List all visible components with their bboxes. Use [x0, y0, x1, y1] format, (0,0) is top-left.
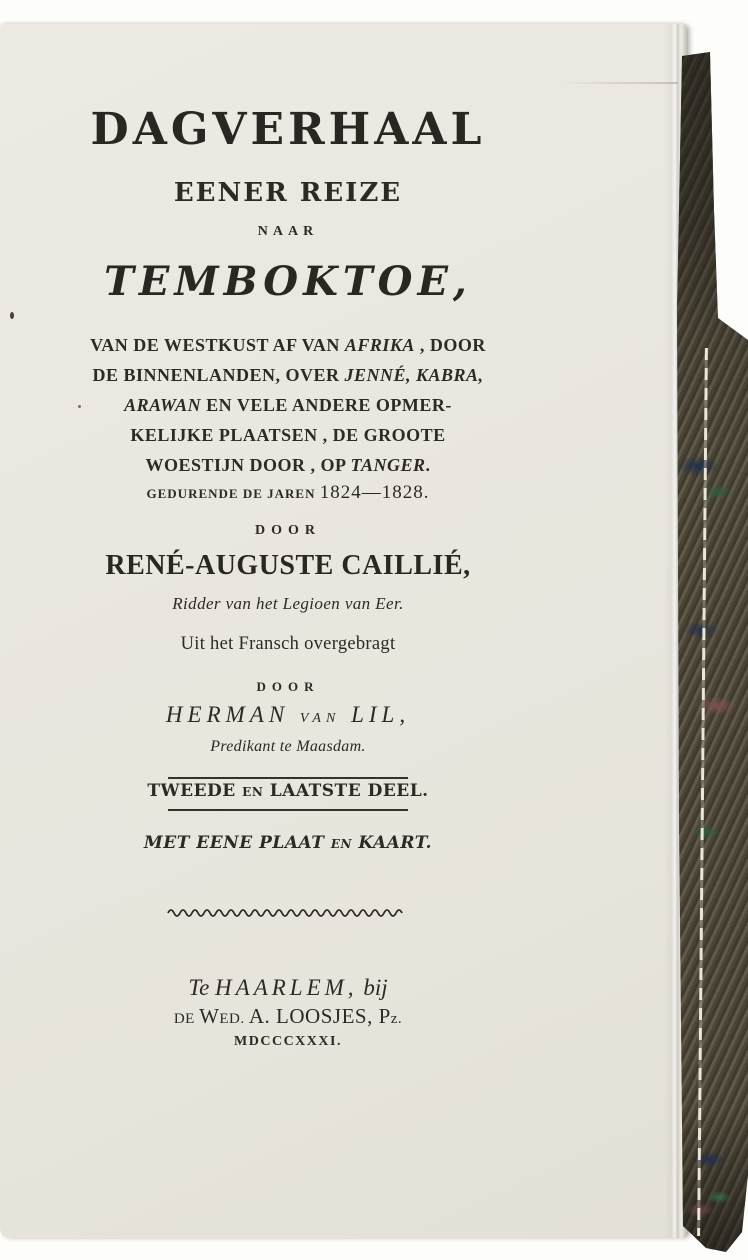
imprint-bij: bij: [357, 975, 388, 1000]
volume-rule-top: [168, 777, 408, 779]
route-text: VAN DE WESTKUST AF VAN: [90, 335, 345, 355]
publisher-text-small: ED.: [219, 1011, 249, 1027]
volume-text: LAATSTE DEEL.: [263, 781, 429, 801]
publisher-text-small: z.: [390, 1011, 403, 1027]
volume-text: TWEEDE: [147, 781, 243, 801]
sub-title: EENER REIZE: [173, 178, 403, 208]
imprint-publisher-line: [0, 1004, 576, 1029]
publisher-text: W: [199, 1004, 220, 1028]
imprint-year: MDCCCXXXI.: [234, 1034, 342, 1049]
route-line: [90, 335, 486, 355]
volume-text-small: EN: [242, 785, 264, 799]
route-line: [124, 395, 452, 415]
route-text: .: [425, 455, 431, 475]
wavy-rule: [0, 904, 576, 922]
place-title: TEMBOKTOE,: [104, 258, 472, 305]
imprint-city: HAARLEM,: [215, 975, 358, 1000]
main-title: DAGVERHAAL: [90, 104, 486, 155]
route-text: EN VELE ANDERE OPMER-: [201, 395, 452, 415]
route-place-name: ARAWAN: [124, 395, 202, 415]
illustration-text: MET EENE PLAAT: [143, 833, 331, 853]
route-text: WOESTIJN DOOR , OP: [145, 455, 351, 475]
route-line: [145, 455, 430, 475]
route-text: KELIJKE PLAATSEN , DE GROOTE: [130, 425, 446, 445]
author-name: RENÉ-AUGUSTE CAILLIÉ,: [105, 550, 471, 581]
date-years: 1824—1828.: [319, 482, 430, 503]
route-place-name: AFRIKA: [344, 335, 415, 355]
wavy-rule-icon: [167, 907, 409, 917]
translator-particle: VAN: [299, 711, 341, 726]
translation-note: Uit het Fransch overgebragt: [180, 634, 396, 654]
marbled-binding-edge: [668, 0, 748, 1260]
route-line: [130, 425, 445, 445]
volume-rule-bottom: [168, 809, 408, 811]
translator-last-name: LIL,: [340, 702, 411, 727]
route-place-name: TANGER: [350, 455, 426, 475]
route-description: [0, 330, 576, 480]
translator-first-name: HERMAN: [165, 702, 300, 727]
route-text: , DOOR: [414, 335, 486, 355]
marble-texture: [668, 0, 748, 1260]
imprint-city-line: [0, 975, 576, 1001]
connector-word: NAAR: [257, 224, 319, 239]
illustration-text: KAART.: [351, 833, 433, 853]
publisher-text: A. LOOSJES, P: [248, 1004, 391, 1028]
door-label-1: DOOR: [255, 523, 321, 538]
route-place-name: JENNÉ, KABRA,: [344, 365, 484, 385]
date-line: [0, 482, 576, 504]
door-label-2: DOOR: [256, 679, 320, 694]
illustration-text-small: EN: [330, 837, 352, 851]
author-title: Ridder van het Legioen van Eer.: [172, 594, 404, 613]
route-line: [92, 365, 483, 385]
imprint-te: Te: [188, 975, 216, 1000]
route-text: DE BINNENLANDEN, OVER: [92, 365, 345, 385]
translator-title: Predikant te Maasdam.: [210, 738, 366, 755]
publisher-text-small: DE: [173, 1011, 200, 1027]
volume-statement: [0, 781, 576, 801]
date-prefix: GEDURENDE DE JAREN: [146, 486, 320, 501]
illustration-note: [0, 833, 576, 853]
translator-name: [0, 702, 576, 728]
top-leaf-edge: [558, 82, 678, 84]
